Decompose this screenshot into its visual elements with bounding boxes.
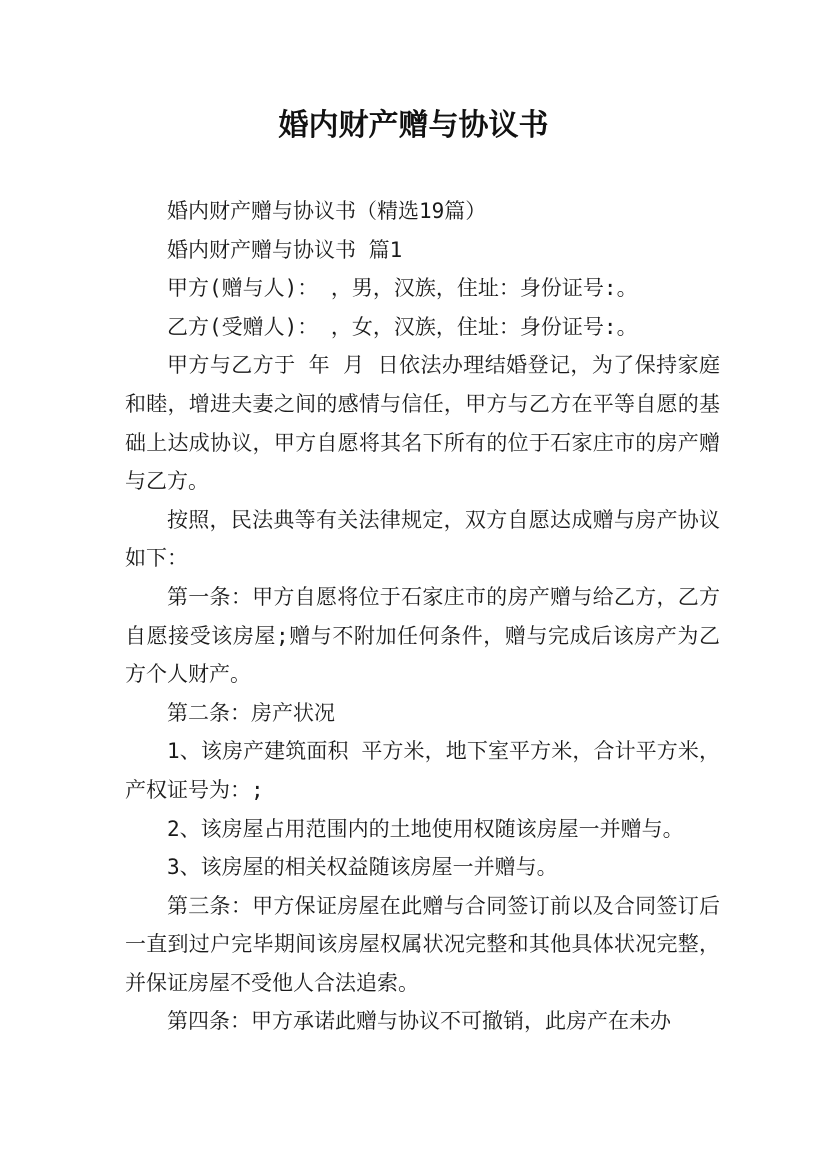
paragraph: 1、该房产建筑面积 平方米，地下室平方米，合计平方米，产权证号为：; — [125, 739, 720, 802]
document-title: 婚内财产赠与协议书 — [278, 108, 549, 143]
paragraph: 第一条：甲方自愿将位于石家庄市的房产赠与给乙方，乙方自愿接受该房屋;赠与不附加任何条件，赠与完成后该房产为乙方个人财产。 — [125, 584, 720, 687]
paragraph: 乙方(受赠人)： ，女，汉族，住址：身份证号:。 — [167, 314, 638, 339]
paragraph: 2、该房屋占用范围内的土地使用权随该房屋一并赠与。 — [167, 816, 684, 841]
paragraph: 按照，民法典等有关法律规定，双方自愿达成赠与房产协议如下： — [125, 507, 720, 571]
paragraph: 甲方与乙方于 年 月 日依法办理结婚登记，为了保持家庭和睦，增进夫妻之间的感情与信任，甲方与乙方在平等自愿的基础上达成协议，甲方自愿将其名下所有的位于石家庄市的房产赠与乙方。 — [125, 353, 720, 494]
paragraph: 第四条：甲方承诺此赠与协议不可撤销，此房产在未办 — [167, 1009, 671, 1034]
paragraph: 婚内财产赠与协议书 篇1 — [167, 237, 403, 262]
paragraph: 3、该房屋的相关权益随该房屋一并赠与。 — [167, 855, 558, 880]
document-body — [125, 192, 720, 1041]
paragraph: 婚内财产赠与协议书（精选19篇） — [167, 199, 487, 223]
paragraph: 第三条：甲方保证房屋在此赠与合同签订前以及合同签订后一直到过户完毕期间该房屋权属状况完整和其他具体状况完整，并保证房屋不受他人合法追索。 — [125, 893, 720, 995]
paragraph: 甲方(赠与人)： ，男，汉族，住址：身份证号:。 — [167, 276, 638, 301]
paragraph: 第二条：房产状况 — [167, 700, 335, 725]
